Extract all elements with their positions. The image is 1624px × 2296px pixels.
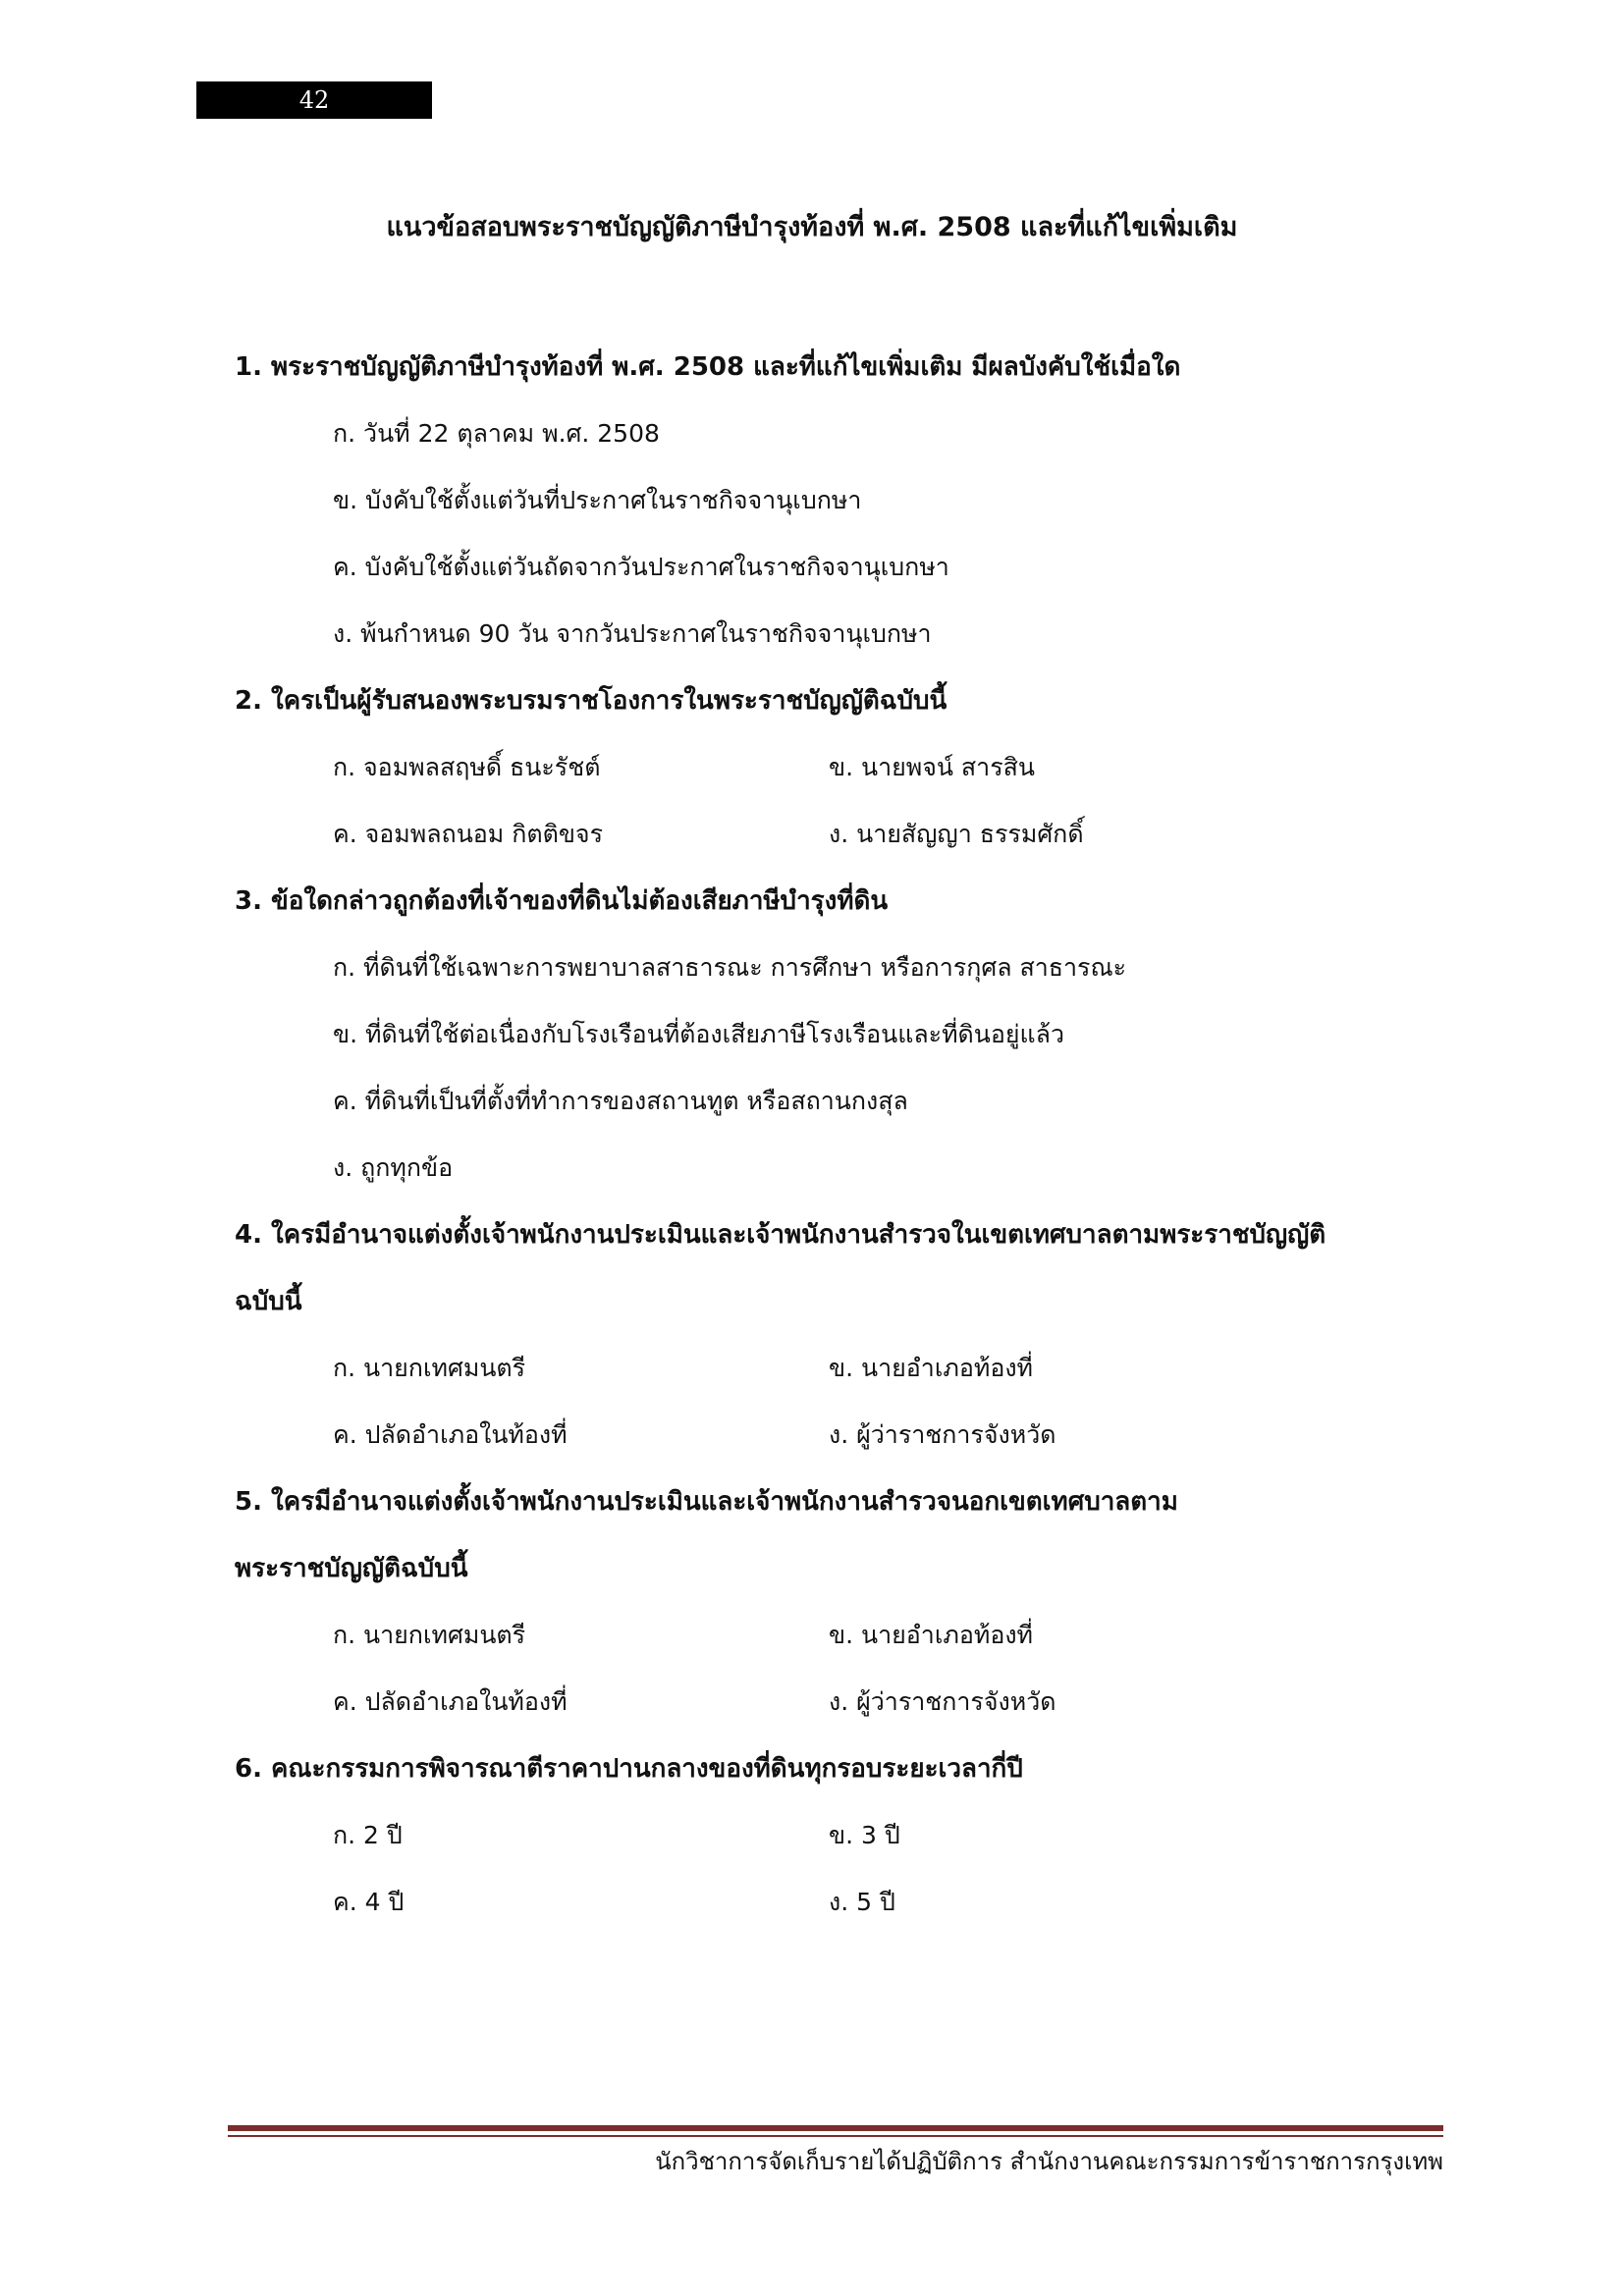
option-row [333, 1001, 1442, 1068]
question-2-option-b: ข. นายพจน์ สารสิน [829, 753, 1035, 781]
option-row [333, 1135, 1442, 1201]
question-3-option-c: ค. ที่ดินที่เป็นที่ตั้งที่ทำการของสถานทูต หรือสถานกงสุล [333, 1087, 908, 1115]
question-4-text-line2: ฉบับนี้ [235, 1287, 302, 1316]
option-row [333, 1869, 1442, 1936]
option-row [333, 1068, 1442, 1135]
question-1-text: 1. พระราชบัญญัติภาษีบำรุงท้องที่ พ.ศ. 2508 และที่แก้ไขเพิ่มเติม มีผลบังคับใช้เมื่อใด [235, 352, 1181, 382]
question-1-option-a: ก. วันที่ 22 ตุลาคม พ.ศ. 2508 [333, 419, 660, 448]
question-5-option-a: ก. นายกเทศมนตรี [333, 1621, 526, 1649]
question-2 [235, 667, 1442, 868]
page-number: 42 [196, 81, 432, 119]
question-6-option-a: ก. 2 ปี [333, 1821, 403, 1849]
option-row [333, 601, 1442, 667]
option-row [333, 734, 1442, 801]
question-6-option-b: ข. 3 ปี [829, 1821, 900, 1849]
question-6-text: 6. คณะกรรมการพิจารณาตีราคาปานกลางของที่ดินทุกรอบระยะเวลากี่ปี [235, 1754, 1023, 1784]
footer-text: นักวิชาการจัดเก็บรายได้ปฏิบัติการ สำนักงานคณะกรรมการข้าราชการกรุงเทพ [655, 2148, 1443, 2175]
question-list [235, 334, 1442, 1936]
question-2-option-d: ง. นายสัญญา ธรรมศักดิ์ [829, 820, 1084, 848]
question-2-text: 2. ใครเป็นผู้รับสนองพระบรมราชโองการในพระราชบัญญัติฉบับนี้ [235, 686, 947, 716]
question-5-option-c: ค. ปลัดอำเภอในท้องที่ [333, 1687, 568, 1716]
option-row [333, 534, 1442, 601]
option-row [333, 400, 1442, 467]
option-row [333, 467, 1442, 534]
document-title: แนวข้อสอบพระราชบัญญัติภาษีบำรุงท้องที่ พ.ศ. 2508 และที่แก้ไขเพิ่มเติม [386, 212, 1238, 242]
option-row [333, 1335, 1442, 1402]
option-row [333, 1402, 1442, 1468]
question-3-option-a: ก. ที่ดินที่ใช้เฉพาะการพยาบาลสาธารณะ การศึกษา หรือการกุศล สาธารณะ [333, 953, 1127, 982]
question-5-text-line1: 5. ใครมีอำนาจแต่งตั้งเจ้าพนักงานประเมินและเจ้าพนักงานสำรวจนอกเขตเทศบาลตาม [235, 1487, 1178, 1517]
option-row [333, 934, 1442, 1001]
footer-divider-thin [228, 2135, 1443, 2137]
option-row [333, 1669, 1442, 1735]
question-3-option-b: ข. ที่ดินที่ใช้ต่อเนื่องกับโรงเรือนที่ต้องเสียภาษีโรงเรือนและที่ดินอยู่แล้ว [333, 1020, 1065, 1048]
question-4-option-a: ก. นายกเทศมนตรี [333, 1354, 526, 1382]
footer-divider [228, 2125, 1443, 2131]
option-row [333, 801, 1442, 868]
question-2-option-a: ก. จอมพลสฤษดิ์ ธนะรัชต์ [333, 753, 601, 781]
question-4-text-line1: 4. ใครมีอำนาจแต่งตั้งเจ้าพนักงานประเมินและเจ้าพนักงานสำรวจในเขตเทศบาลตามพระราชบัญญัติ [235, 1220, 1326, 1250]
question-1 [235, 334, 1442, 667]
question-3-text: 3. ข้อใดกล่าวถูกต้องที่เจ้าของที่ดินไม่ต้องเสียภาษีบำรุงที่ดิน [235, 886, 889, 916]
question-3-option-d: ง. ถูกทุกข้อ [333, 1153, 454, 1182]
question-4 [235, 1201, 1442, 1468]
question-1-option-c: ค. บังคับใช้ตั้งแต่วันถัดจากวันประกาศในราชกิจจานุเบกษา [333, 553, 949, 581]
question-6-option-c: ค. 4 ปี [333, 1888, 405, 1916]
question-6 [235, 1735, 1442, 1936]
question-4-option-c: ค. ปลัดอำเภอในท้องที่ [333, 1420, 568, 1449]
question-5-option-b: ข. นายอำเภอท้องที่ [829, 1621, 1034, 1649]
option-row [333, 1602, 1442, 1669]
question-6-option-d: ง. 5 ปี [829, 1888, 895, 1916]
question-1-option-b: ข. บังคับใช้ตั้งแต่วันที่ประกาศในราชกิจจานุเบกษา [333, 486, 862, 514]
question-5 [235, 1468, 1442, 1735]
question-4-option-b: ข. นายอำเภอท้องที่ [829, 1354, 1034, 1382]
question-5-option-d: ง. ผู้ว่าราชการจังหวัด [829, 1687, 1056, 1716]
question-2-option-c: ค. จอมพลถนอม กิตติขจร [333, 820, 603, 848]
question-5-text-line2: พระราชบัญญัติฉบับนี้ [235, 1554, 468, 1583]
question-4-option-d: ง. ผู้ว่าราชการจังหวัด [829, 1420, 1056, 1449]
question-1-option-d: ง. พ้นกำหนด 90 วัน จากวันประกาศในราชกิจจานุเบกษา [333, 619, 932, 648]
option-row [333, 1802, 1442, 1869]
question-3 [235, 868, 1442, 1201]
